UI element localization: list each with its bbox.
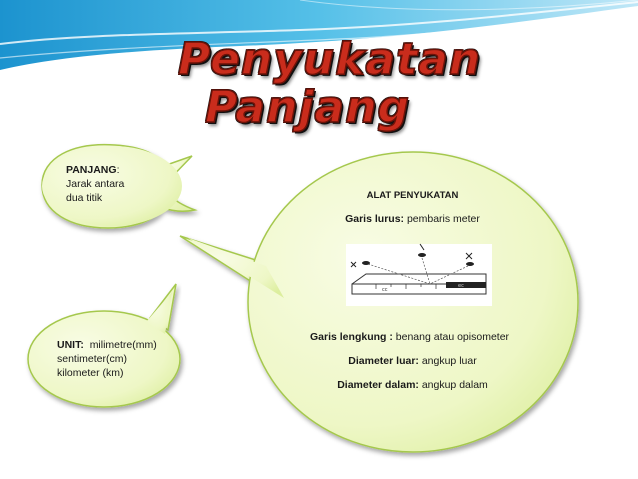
unit-label: UNIT: [57,339,84,351]
diameter-luar-row [310,354,515,368]
unit-line-2: sentimeter(cm) [57,353,128,365]
diameter-dalam-value: angkup dalam [421,379,488,391]
title-line-2: Panjang [205,82,411,133]
panjang-line-2: dua titik [66,192,103,204]
panjang-label: PANJANG [66,164,117,176]
bubble-unit-text [57,338,157,380]
panjang-colon: : [116,164,120,176]
ruler-diagram [346,244,492,306]
garis-lengkung-row [310,330,509,344]
garis-lengkung-value: benang atau opisometer [395,331,510,343]
alat-heading [330,189,495,203]
garis-lengkung-label: Garis lengkung : [310,331,393,343]
unit-value-1: milimetre(mm) [89,339,157,351]
alat-heading-text: ALAT PENYUKATAN [366,190,459,201]
diameter-dalam-row [310,378,515,392]
svg-text:cc: cc [382,287,388,293]
diameter-dalam-label: Diameter dalam: [337,379,419,391]
unit-line-3: kilometer (km) [57,367,124,379]
title-line-1: Penyukatan [178,34,482,85]
bubble-panjang-text [66,163,124,205]
svg-text:ec: ec [458,283,464,289]
diameter-luar-label: Diameter luar: [348,355,419,367]
garis-lurus-value: pembaris meter [406,213,480,225]
diameter-luar-value: angkup luar [421,355,477,367]
garis-lurus-label: Garis lurus: [345,213,405,225]
garis-lurus-row [310,212,515,226]
panjang-line-1: Jarak antara [66,178,125,190]
